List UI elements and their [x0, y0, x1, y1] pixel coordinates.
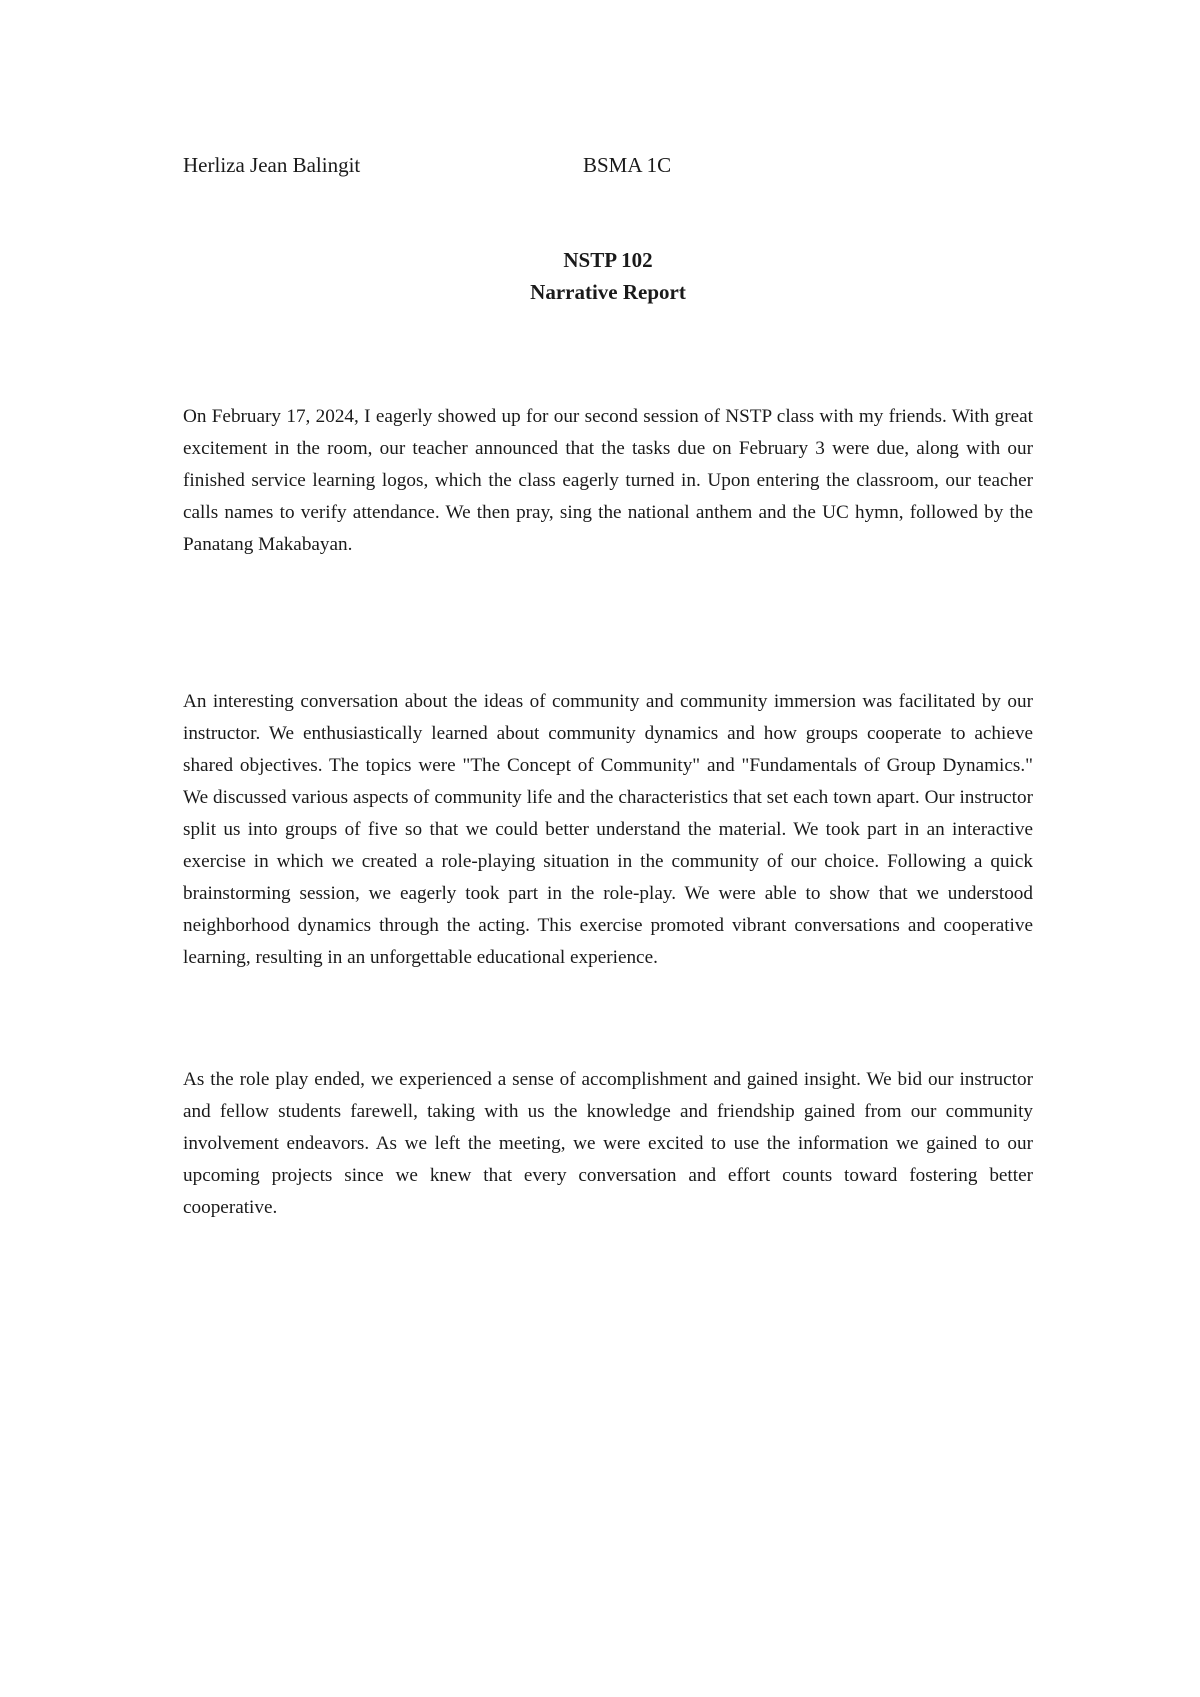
course-section: BSMA 1C: [583, 153, 672, 177]
document-title: [183, 244, 1033, 308]
header-line: [183, 150, 1033, 180]
paragraph-activity: An interesting conversation about the ideas of community and community immersion was facilitated by our instructor. We enthusiastically learned about community dynamics and how groups cooperate to achieve shared objectives. The topics were "The Concept of Community" and "Fundamentals of Group Dynamics." We discussed various aspects of community life and the characteristics that set each town apart. Our instructor split us into groups of five so that we could better understand the material. We took part in an interactive exercise in which we created a role-playing situation in the community of our choice. Following a quick brainstorming session, we eagerly took part in the role-play. We were able to show that we understood neighborhood dynamics through the acting. This exercise promoted vibrant conversations and cooperative learning, resulting in an unforgettable educational experience.: [183, 691, 1033, 968]
title-course-code: NSTP 102: [563, 248, 653, 272]
paragraph-intro: On February 17, 2024, I eagerly showed up for our second session of NSTP class with my friends. With great excitement in the room, our teacher announced that the tasks due on February 3 were due, along with our finished service learning logos, which the class eagerly turned in. Upon entering the classroom, our teacher calls names to verify attendance. We then pray, sing the national anthem and the UC hymn, followed by the Panatang Makabayan.: [183, 406, 1033, 555]
student-name: Herliza Jean Balingit: [183, 153, 361, 177]
paragraph-conclusion: As the role play ended, we experienced a sense of accomplishment and gained insight. We bid our instructor and fellow students farewell, taking with us the knowledge and friendship gained from our community involvement endeavors. As we left the meeting, we were excited to use the information we gained to our upcoming projects since we knew that every conversation and effort counts toward fostering better cooperative.: [183, 1069, 1033, 1218]
title-report-type: Narrative Report: [530, 280, 686, 304]
